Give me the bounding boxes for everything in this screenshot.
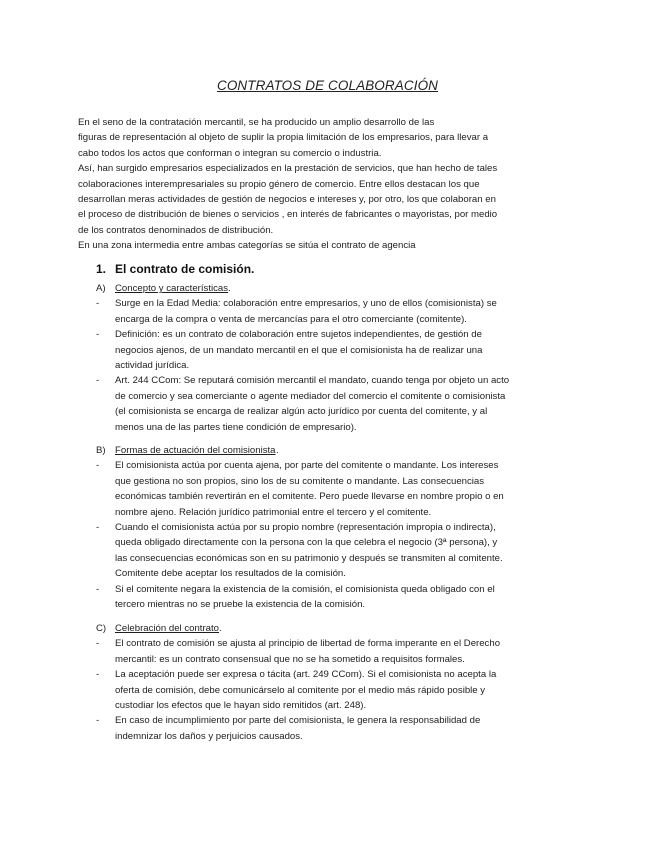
subsection-heading	[96, 443, 581, 458]
subsection-celebracion	[96, 621, 581, 744]
subsection-concepto	[96, 281, 581, 435]
subsection-title-period: .	[276, 445, 279, 456]
bullet-dash: -	[96, 638, 100, 650]
subsection-letter: B)	[96, 445, 106, 456]
bullet-dash: -	[96, 375, 100, 387]
bullet-line: encarga de la compra o venta de mercancías para el otro comerciante (comitente).	[115, 313, 467, 325]
bullet-line: (el comisionista se encarga de realizar algún acto jurídico por cuenta del comitente, y al	[115, 406, 488, 418]
bullet-dash: -	[96, 329, 100, 341]
intro-line: cabo todos los actos que conforman o integran su comercio o industria.	[78, 147, 382, 159]
subsection-title: Celebración del contrato	[115, 623, 219, 634]
bullet-line: Art. 244 CCom: Se reputará comisión mercantil el mandato, cuando tenga por objeto un acto	[115, 375, 510, 387]
bullet-line: Surge en la Edad Media: colaboración entre empresarios, y uno de ellos (comisionista) se	[115, 298, 497, 310]
subsection-title-period: .	[219, 623, 222, 634]
intro-line: En el seno de la contratación mercantil, se ha producido un amplio desarrollo de las	[78, 117, 435, 128]
bullet-line: Definición: es un contrato de colaboración entre sujetos independientes, de gestión de	[115, 329, 482, 341]
bullet-line: Cuando el comisionista actúa por su propio nombre (representación impropia o indirecta),	[115, 522, 496, 534]
bullet-item	[96, 327, 581, 373]
section-title: El contrato de comisión.	[115, 262, 255, 276]
bullet-line: menos una de las partes tiene condición de empresario).	[115, 421, 357, 433]
section-number: 1.	[96, 262, 107, 276]
bullet-line: nombre ajeno. Relación jurídico patrimonial entre el tercero y el comitente.	[115, 506, 432, 518]
bullet-line: oferta de comisión, debe comunicárselo al comitente por el medio más rápido posible y	[115, 684, 486, 696]
bullet-line: actividad jurídica.	[115, 360, 190, 372]
bullet-line: custodiar los efectos que le hayan sido remitidos (art. 248).	[115, 700, 367, 712]
bullet-dash: -	[96, 715, 100, 727]
subsection-title: Formas de actuación del comisionista	[115, 445, 276, 456]
bullet-dash: -	[96, 298, 100, 310]
bullet-item	[96, 458, 581, 520]
bullet-item	[96, 582, 581, 613]
bullet-line: indemnizar los daños y perjuicios causados.	[115, 730, 303, 742]
bullet-item	[96, 667, 581, 713]
bullet-line: El contrato de comisión se ajusta al principio de libertad de forma imperante en el Derecho	[115, 638, 501, 650]
subsection-formas	[96, 443, 581, 612]
bullet-line: las consecuencias económicas son en su patrimonio y después se transmiten al comitente.	[115, 552, 503, 564]
bullet-item	[96, 636, 581, 667]
intro-line: desarrollan meras actividades de gestión de negocios e intereses y, por otro, los que colaboran en	[78, 194, 496, 206]
intro-paragraph	[78, 115, 578, 254]
intro-line: el proceso de distribución de bienes o servicios , en interés de fabricantes o mayoristas, por medio	[78, 209, 498, 221]
bullet-line: económicas también revertirán en el comitente. Pero puede llevarse en nombre propio o en	[115, 491, 504, 503]
bullet-line: queda obligado directamente con la persona con la que celebra el negocio (3ª persona), y	[115, 537, 498, 549]
subsection-heading	[96, 281, 581, 296]
bullet-line: El comisionista actúa por cuenta ajena, por parte del comitente o mandante. Los intereses	[115, 460, 499, 472]
bullet-line: Si el comitente negara la existencia de la comisión, el comisionista queda obligado con el	[115, 583, 495, 595]
bullet-line: tercero mientras no se pruebe la existencia de la comisión.	[115, 599, 366, 611]
subsection-title: Concepto y características	[115, 283, 229, 294]
document-title: CONTRATOS DE COLABORACIÓN	[216, 78, 439, 93]
bullet-item	[96, 713, 581, 744]
intro-line: de los contratos denominados de distribución.	[78, 224, 274, 236]
subsection-letter: C)	[96, 623, 107, 634]
intro-line: Así, han surgido empresarios especializados en la prestación de servicios, que han hecho de tales	[78, 163, 498, 175]
bullet-item	[96, 520, 581, 582]
bullet-dash: -	[96, 522, 100, 534]
bullet-line: Comitente debe aceptar los resultados de la comisión.	[115, 568, 346, 580]
intro-line: En una zona intermedia entre ambas categorías se sitúa el contrato de agencia	[78, 240, 416, 252]
intro-line: figuras de representación al objeto de suplir la propia limitación de los empresarios, para llevar a	[78, 132, 489, 144]
subsection-letter: A)	[96, 283, 106, 294]
bullet-line: En caso de incumplimiento por parte del comisionista, le genera la responsabilidad de	[115, 715, 481, 727]
bullet-item	[96, 296, 581, 327]
subsection-heading	[96, 621, 581, 636]
section-heading	[96, 262, 254, 276]
bullet-dash: -	[96, 669, 100, 681]
bullet-line: mercantil: es un contrato consensual que no se ha sometido a requisitos formales.	[115, 653, 465, 665]
bullet-line: de comercio y sea comerciante o agente mediador del comercio el comitente o comisionista	[115, 390, 506, 402]
subsection-title-period: .	[228, 283, 231, 294]
bullet-line: que gestiona no son propios, sino los de su comitente o mandante. Las consecuencias	[115, 475, 485, 487]
intro-line: colaboraciones interempresariales su propio género de comercio. Entre ellos destacan los que	[78, 178, 480, 190]
bullet-dash: -	[96, 583, 100, 595]
bullet-dash: -	[96, 460, 100, 472]
bullet-line: negocios ajenos, de un mandato mercantil en el que el comisionista ha de realizar una	[115, 344, 483, 356]
bullet-line: La aceptación puede ser expresa o tácita (art. 249 CCom). Si el comisionista no acepta la	[115, 669, 497, 681]
bullet-item	[96, 373, 581, 435]
